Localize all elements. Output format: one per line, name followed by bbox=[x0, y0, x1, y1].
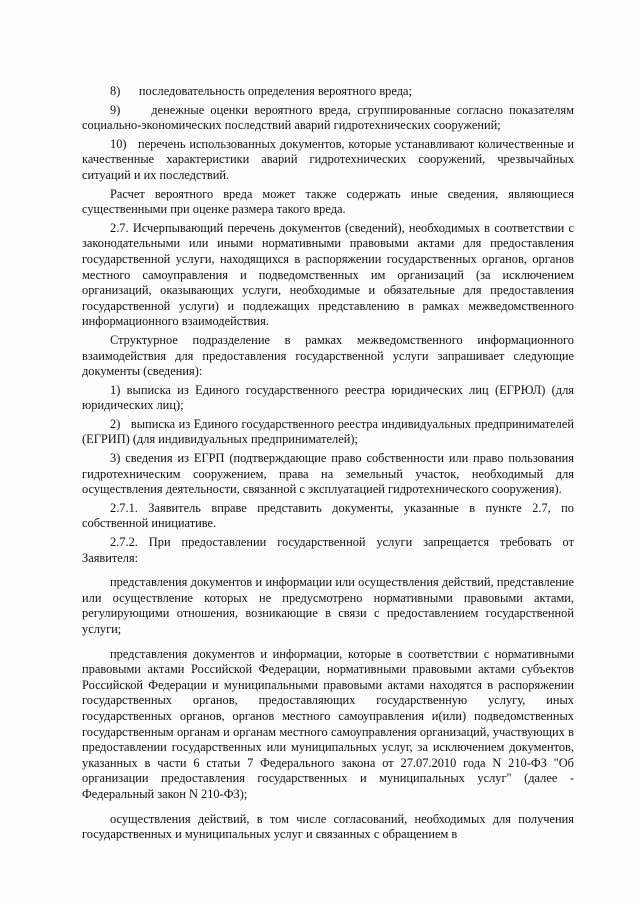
paragraph-prohibition-1: представления документов и информации или осуществления действий, представление или осуществление которых не предусмотрено нормативными правовыми актами, регулирующими отношения, возникающие в связи с предоставлением государственной услуги; bbox=[82, 575, 574, 636]
paragraph-item-8: 8) последовательность определения вероятного вреда; bbox=[110, 84, 412, 98]
paragraph-section-2-7-1: 2.7.1. Заявитель вправе представить документы, указанные в пункте 2.7, по собственной инициативе. bbox=[82, 500, 574, 531]
paragraph-item-9: 9) денежные оценки вероятного вреда, сгруппированные согласно показателям социально-экономических последствий аварий гидротехнических сооружений; bbox=[82, 102, 574, 133]
paragraph-structural-unit: Структурное подразделение в рамках межведомственного информационного взаимодействия для предоставления государственной услуги запрашивает следующие документы (сведения): bbox=[82, 332, 574, 379]
paragraph-list-item-2: 2) выписка из Единого государственного реестра индивидуальных предпринимателей (ЕГРИП) (для индивидуальных предпринимателей); bbox=[82, 416, 574, 447]
paragraph-section-2-7-2: 2.7.2. При предоставлении государственной услуги запрещается требовать от Заявителя: bbox=[82, 535, 574, 565]
paragraph-prohibition-2: представления документов и информации, которые в соответствии с нормативными правовыми актами Российской Федерации, нормативными правовыми актами субъектов Российской Федерации и муниципальными правовыми актами находятся в распоряжении государственных органов, предоставляющих государственную услугу, иных государственных органов, органов местного самоуправления и(или) подведомственных государственным органам и органам местного самоуправления организаций, участвующих в предоставлении государственных или муниципальных услуг, за исключением документов, указанных в части 6 статьи 7 Федерального закона от 27.07.2010 года N 210-ФЗ "Об организации предоставления государственных и муниципальных услуг" (далее - Федеральный закон N 210-ФЗ); bbox=[82, 646, 574, 801]
paragraph-prohibition-3: осуществления действий, в том числе согласований, необходимых для получения государственных и муниципальных услуг и связанных с обращением в bbox=[82, 811, 574, 842]
paragraph-list-item-1: 1) выписка из Единого государственного реестра юридических лиц (ЕГРЮЛ) (для юридических лиц); bbox=[82, 382, 574, 413]
paragraph-section-2-7: 2.7. Исчерпывающий перечень документов (сведений), необходимых в соответствии с законодательными или иными нормативными правовыми актами для предоставления государственной услуги, находящихся в распоряжении государственных органов, органов местного самоуправления и подведомственных им организаций (за исключением организаций, оказывающих услуги, необходимые и обязательные для предоставления государственной услуги) и подлежащих представлению в рамках межведомственного информационного взаимодействия. bbox=[82, 220, 574, 329]
paragraph-list-item-3: 3) сведения из ЕГРП (подтверждающие право собственности или право пользования гидротехническим сооружением, права на земельный участок, необходимый для осуществления деятельности, связанной с эксплуатацией гидротехнического сооружения). bbox=[82, 451, 574, 497]
paragraph-item-10: 10) перечень использованных документов, которые устанавливают количественные и качественные характеристики аварий гидротехнических сооружений, чрезвычайных ситуаций и их последствий. bbox=[82, 136, 574, 182]
paragraph-harm-calculation: Расчет вероятного вреда может также содержать иные сведения, являющиеся существенными при оценке размера такого вреда. bbox=[82, 186, 574, 217]
